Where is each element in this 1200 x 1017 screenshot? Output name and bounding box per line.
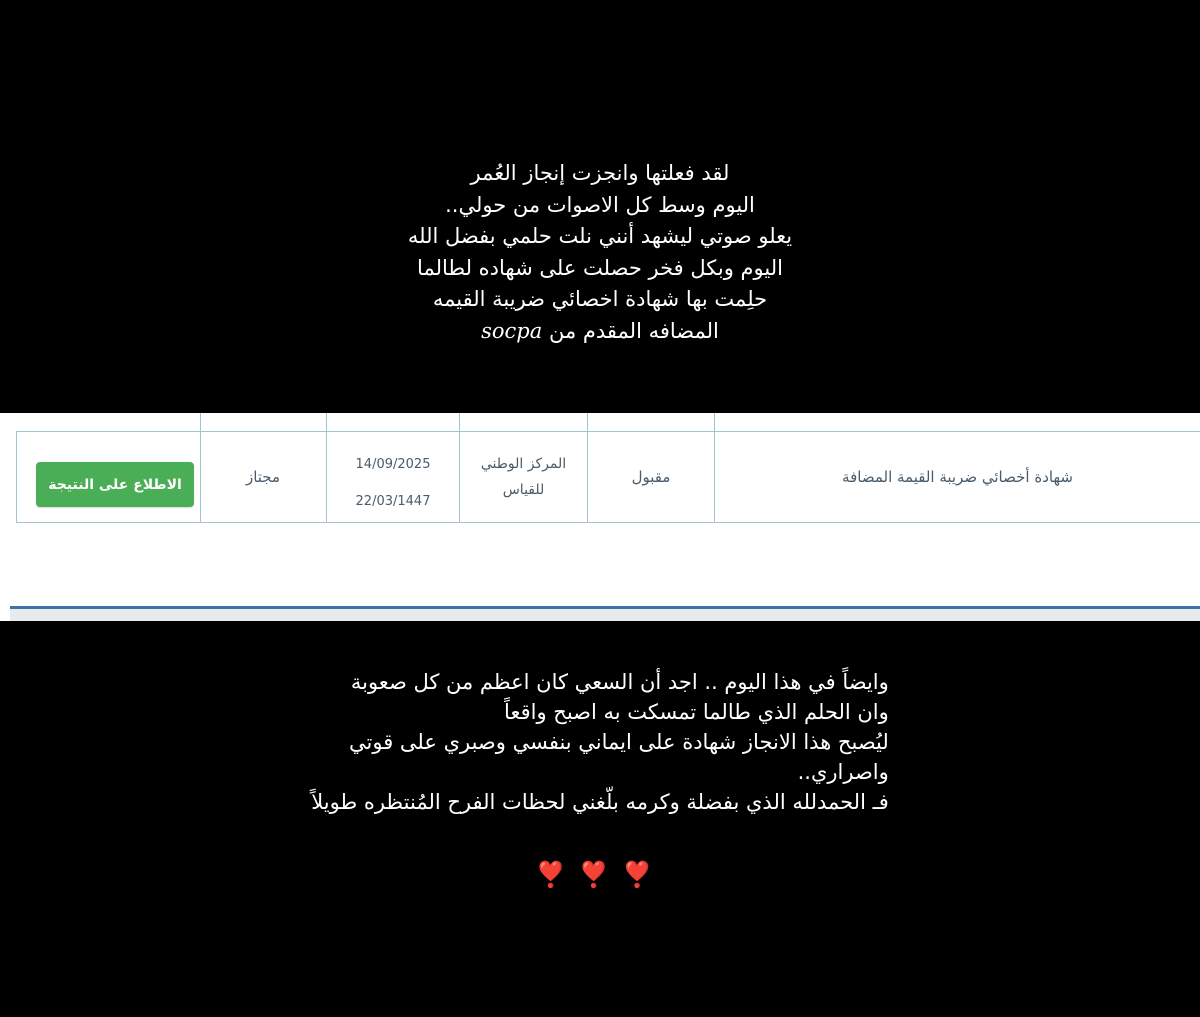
caption-top-line: اليوم وبكل فخر حصلت على شهاده لطالما: [417, 255, 783, 280]
table-row-border: [16, 522, 1200, 523]
table-divider: [16, 431, 17, 522]
table-divider: [714, 413, 715, 431]
view-result-button[interactable]: الاطلاع على النتيجة: [36, 462, 194, 507]
heart-exclamation-icon: ❣️❣️❣️: [535, 860, 665, 889]
results-table-screenshot: [0, 413, 1200, 621]
date-hijri: 22/03/1447: [355, 494, 431, 509]
date-gregorian: 14/09/2025: [355, 457, 431, 472]
organization-line: المركز الوطني: [480, 456, 567, 472]
caption-bottom-line: واصراري..: [797, 760, 889, 784]
caption-bottom-line: وايضاً في هذا اليوم .. اجد أن السعي كان اعظم من كل صعوبة: [350, 670, 889, 694]
organization-line: للقياس: [502, 482, 545, 498]
table-row-border: [16, 431, 1200, 432]
socpa-text: socpa: [481, 318, 543, 343]
caption-bottom-block: [311, 667, 889, 817]
caption-top: [0, 158, 1200, 347]
caption-top-last-text: المضافه المقدم من: [548, 318, 719, 343]
caption-top-line: اليوم وسط كل الاصوات من حولي..: [445, 192, 755, 217]
caption-bottom-line: فـ الحمدلله الذي بفضلة وكرمه بلّغني لحظات الفرح المُنتظره طويلاً: [311, 790, 889, 814]
caption-top-last-line: [0, 316, 1200, 348]
footer-area: [10, 609, 1200, 621]
organization-cell: [460, 451, 587, 503]
caption-top-line: لقد فعلتها وانجزت إنجاز العُمر: [470, 161, 730, 185]
table-divider: [200, 413, 201, 431]
table-divider: [587, 413, 588, 431]
caption-bottom-line: ليُصبح هذا الانجاز شهادة على ايماني بنفسي وصبري على قوتي: [349, 730, 889, 754]
grade-cell: مجتاز: [245, 468, 281, 486]
table-divider: [326, 413, 327, 431]
table-divider: [459, 413, 460, 431]
certificate-name: شهادة أخصائي ضريبة القيمة المضافة: [842, 468, 1073, 486]
caption-top-line: حلِمت بها شهادة اخصائي ضريبة القيمه: [432, 287, 768, 311]
caption-bottom: [0, 667, 1200, 817]
caption-bottom-line: وان الحلم الذي طالما تمسكت به اصبح واقعاً: [504, 700, 889, 724]
status-cell: مقبول: [631, 468, 671, 486]
caption-top-line: يعلو صوتي ليشهد أنني نلت حلمي بفضل الله: [407, 224, 793, 248]
date-cell: [327, 446, 459, 520]
